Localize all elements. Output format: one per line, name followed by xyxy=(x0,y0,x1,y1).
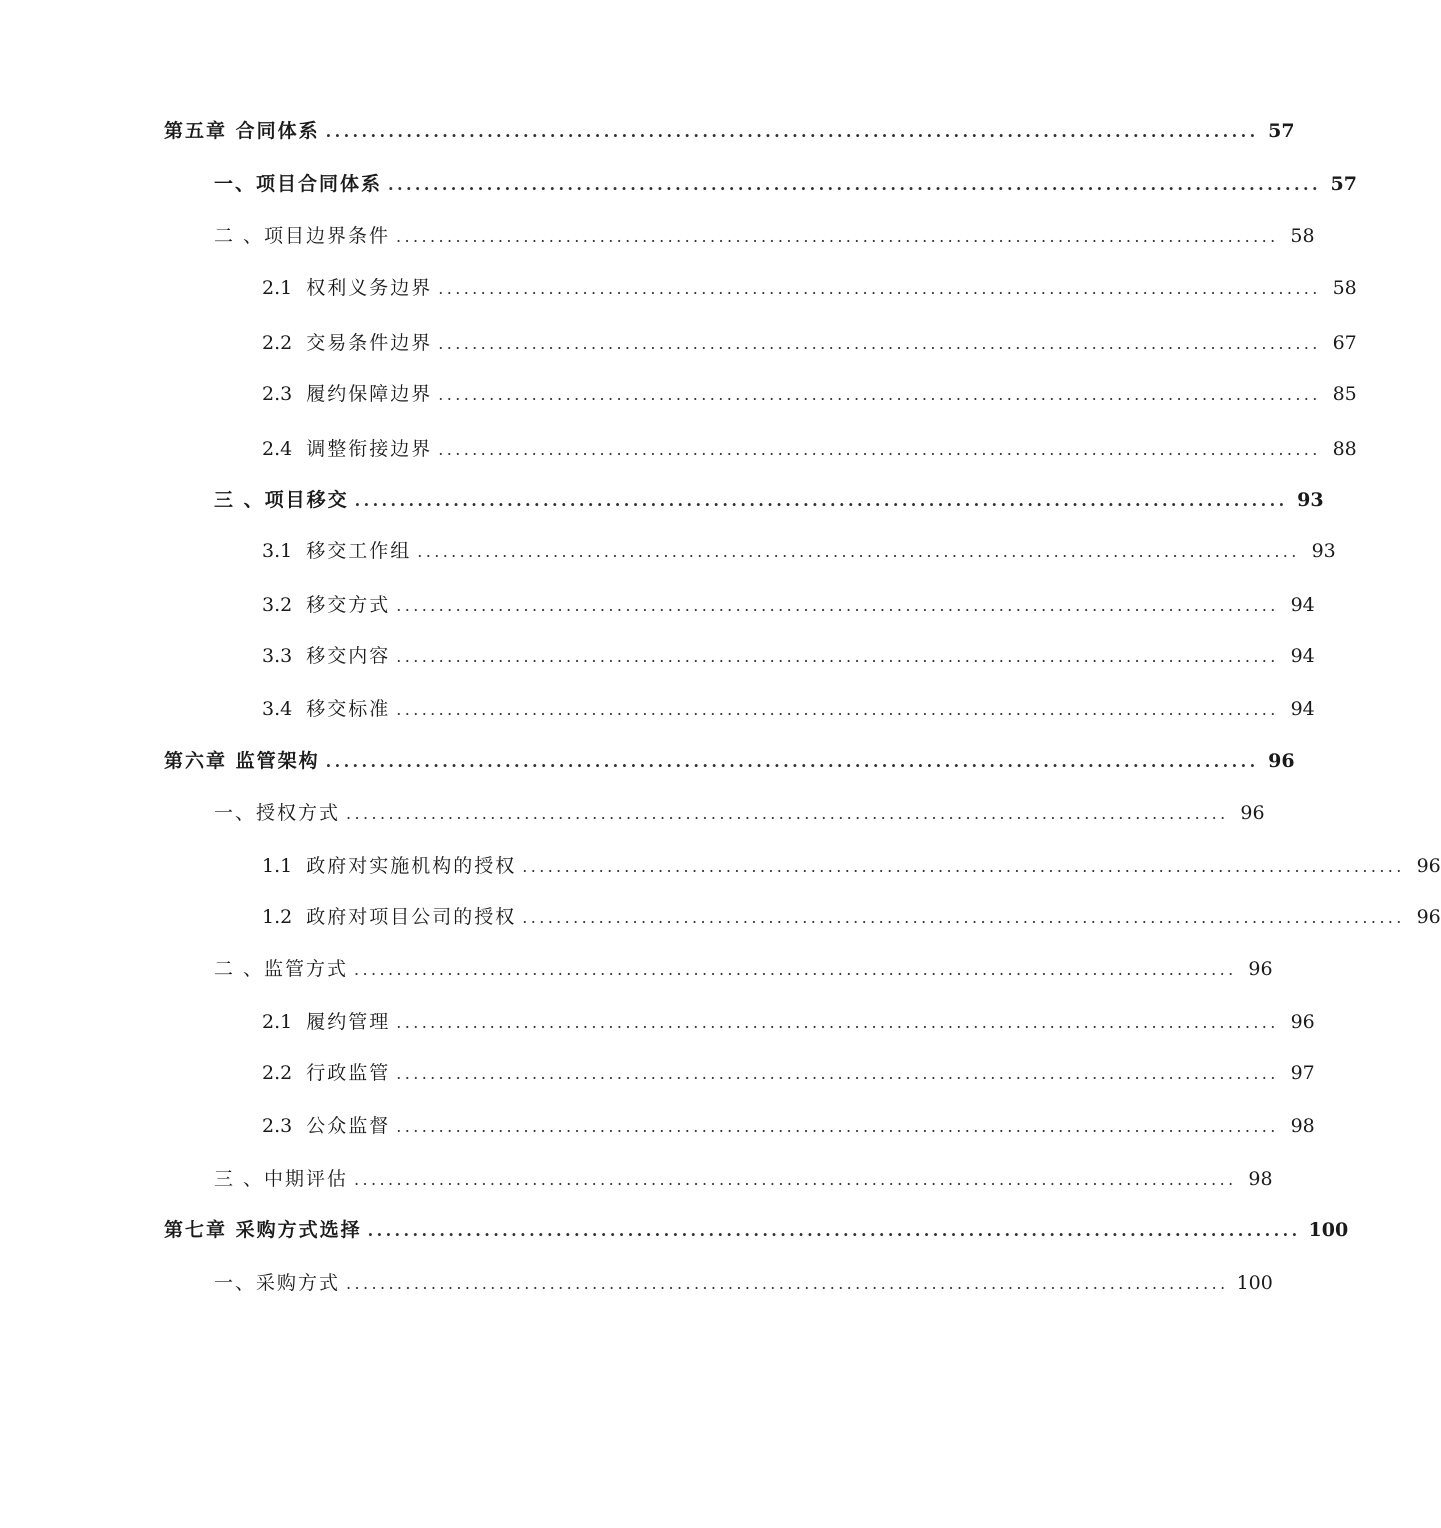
dot-leader: ........................................................................................................ xyxy=(522,908,1405,927)
toc-label xyxy=(262,1007,390,1037)
toc-page-number: 96 xyxy=(1290,1011,1315,1033)
toc-label: 二 、监管方式 xyxy=(214,958,349,980)
toc-title: 政府对项目公司的授权 xyxy=(306,906,517,928)
toc-page-number: 96 xyxy=(1416,906,1441,928)
toc-label: 一、项目合同体系 xyxy=(214,173,383,195)
dot-leader: ........................................................................................................ xyxy=(417,542,1300,561)
toc-subsection-6-2-3[interactable] xyxy=(262,1111,1315,1141)
toc-page-number: 57 xyxy=(1268,120,1295,142)
toc-label xyxy=(262,379,432,409)
dot-leader: ........................................................................................................ xyxy=(396,596,1279,615)
toc-title: 公众监督 xyxy=(306,1115,391,1137)
toc-section-6-2[interactable] xyxy=(214,954,1273,984)
toc-subsection-6-1-1[interactable] xyxy=(262,851,1441,881)
toc-number: 3.1 xyxy=(262,540,293,562)
toc-label xyxy=(262,273,432,303)
toc-page-number: 100 xyxy=(1236,1272,1273,1294)
toc-page-number: 57 xyxy=(1330,173,1357,195)
toc-label xyxy=(262,694,390,724)
toc-section-6-3[interactable] xyxy=(214,1164,1273,1194)
toc-section-5-2[interactable] xyxy=(214,221,1315,251)
toc-page-number: 94 xyxy=(1290,594,1315,616)
toc-title: 移交工作组 xyxy=(306,540,412,562)
toc-label xyxy=(262,328,432,358)
dot-leader: ........................................................................................................ xyxy=(438,279,1321,298)
toc-title: 移交内容 xyxy=(306,645,391,667)
toc-label: 第五章 合同体系 xyxy=(164,120,320,142)
toc-label: 一、授权方式 xyxy=(214,802,341,824)
toc-label xyxy=(262,902,516,932)
toc-number: 1.1 xyxy=(262,855,293,877)
toc-page-number: 94 xyxy=(1290,645,1315,667)
toc-label xyxy=(262,851,516,881)
toc-subsection-5-3-4[interactable] xyxy=(262,694,1315,724)
toc-number: 2.3 xyxy=(262,383,293,405)
toc-title: 权利义务边界 xyxy=(306,277,433,299)
dot-leader: ........................................................................................................ xyxy=(438,385,1321,404)
toc-label xyxy=(262,590,390,620)
toc-title: 政府对实施机构的授权 xyxy=(306,855,517,877)
toc-number: 1.2 xyxy=(262,906,293,928)
toc-number: 2.2 xyxy=(262,1062,293,1084)
toc-subsection-6-2-2[interactable] xyxy=(262,1058,1315,1088)
toc-title: 调整衔接边界 xyxy=(306,438,433,460)
toc-title: 履约管理 xyxy=(306,1011,391,1033)
toc-section-5-3[interactable] xyxy=(214,485,1324,515)
toc-subsection-5-2-1[interactable] xyxy=(262,273,1357,303)
toc-chapter-7[interactable] xyxy=(164,1215,1349,1245)
toc-number: 3.4 xyxy=(262,698,293,720)
toc-page-number: 96 xyxy=(1248,958,1273,980)
dot-leader: ........................................................................................................ xyxy=(396,1117,1279,1136)
toc-number: 2.1 xyxy=(262,1011,293,1033)
toc-label xyxy=(262,434,432,464)
toc-label: 三 、中期评估 xyxy=(214,1168,349,1190)
toc-section-5-1[interactable] xyxy=(214,169,1357,199)
dot-leader: ........................................................................................................ xyxy=(396,1013,1279,1032)
dot-leader: ........................................................................................................ xyxy=(346,1274,1229,1293)
toc-number: 2.4 xyxy=(262,438,293,460)
toc-page-number: 93 xyxy=(1311,540,1336,562)
toc-page-number: 93 xyxy=(1297,489,1324,511)
toc-page-number: 100 xyxy=(1308,1219,1349,1241)
toc-label xyxy=(262,536,411,566)
dot-leader: ........................................................................................................ xyxy=(396,227,1279,246)
toc-number: 3.2 xyxy=(262,594,293,616)
toc-subsection-5-3-1[interactable] xyxy=(262,536,1336,566)
toc-page-number: 96 xyxy=(1240,802,1265,824)
toc-subsection-5-3-2[interactable] xyxy=(262,590,1315,620)
toc-page-number: 98 xyxy=(1248,1168,1273,1190)
toc-page-number: 58 xyxy=(1290,225,1315,247)
toc-label xyxy=(262,1111,390,1141)
toc-page-number: 88 xyxy=(1332,438,1357,460)
toc-label xyxy=(262,1058,390,1088)
toc-page-number: 96 xyxy=(1268,750,1295,772)
dot-leader: ........................................................................................................ xyxy=(438,440,1321,459)
toc-label: 二 、项目边界条件 xyxy=(214,225,391,247)
dot-leader: ........................................................................................................ xyxy=(396,647,1279,666)
dot-leader: ........................................................................................................ xyxy=(396,1064,1279,1083)
toc-label: 第七章 采购方式选择 xyxy=(164,1219,362,1241)
toc-title: 履约保障边界 xyxy=(306,383,433,405)
dot-leader: ........................................................................................................ xyxy=(367,1221,1301,1240)
toc-label xyxy=(262,641,390,671)
toc-chapter-6[interactable] xyxy=(164,746,1295,776)
toc-subsection-6-2-1[interactable] xyxy=(262,1007,1315,1037)
dot-leader: ........................................................................................................ xyxy=(325,752,1259,771)
dot-leader: ........................................................................................................ xyxy=(354,491,1288,510)
toc-subsection-5-2-4[interactable] xyxy=(262,434,1357,464)
dot-leader: ........................................................................................................ xyxy=(396,700,1279,719)
toc-subsection-5-2-3[interactable] xyxy=(262,379,1357,409)
toc-page-number: 96 xyxy=(1416,855,1441,877)
toc-number: 2.2 xyxy=(262,332,293,354)
toc-label: 第六章 监管架构 xyxy=(164,750,320,772)
toc-page-number: 67 xyxy=(1332,332,1357,354)
dot-leader: ........................................................................................................ xyxy=(438,334,1321,353)
dot-leader: ........................................................................................................ xyxy=(388,175,1321,194)
toc-title: 行政监管 xyxy=(306,1062,391,1084)
toc-label: 一、采购方式 xyxy=(214,1272,341,1294)
toc-subsection-5-2-2[interactable] xyxy=(262,328,1357,358)
toc-section-7-1[interactable] xyxy=(214,1268,1273,1298)
toc-page-number: 97 xyxy=(1290,1062,1315,1084)
toc-number: 2.1 xyxy=(262,277,293,299)
toc-label: 三 、项目移交 xyxy=(214,489,349,511)
toc-subsection-5-3-3[interactable] xyxy=(262,641,1315,671)
dot-leader: ........................................................................................................ xyxy=(354,1170,1237,1189)
toc-subsection-6-1-2[interactable] xyxy=(262,902,1441,932)
toc-title: 移交方式 xyxy=(306,594,391,616)
dot-leader: ........................................................................................................ xyxy=(346,804,1229,823)
toc-page-number: 85 xyxy=(1332,383,1357,405)
toc-number: 3.3 xyxy=(262,645,293,667)
toc-page-number: 98 xyxy=(1290,1115,1315,1137)
toc-title: 移交标准 xyxy=(306,698,391,720)
dot-leader: ........................................................................................................ xyxy=(354,960,1237,979)
toc-page-number: 94 xyxy=(1290,698,1315,720)
toc-chapter-5[interactable] xyxy=(164,116,1295,146)
toc-number: 2.3 xyxy=(262,1115,293,1137)
toc-page-number: 58 xyxy=(1332,277,1357,299)
dot-leader: ........................................................................................................ xyxy=(325,122,1259,141)
dot-leader: ........................................................................................................ xyxy=(522,857,1405,876)
toc-section-6-1[interactable] xyxy=(214,798,1265,828)
toc-title: 交易条件边界 xyxy=(306,332,433,354)
